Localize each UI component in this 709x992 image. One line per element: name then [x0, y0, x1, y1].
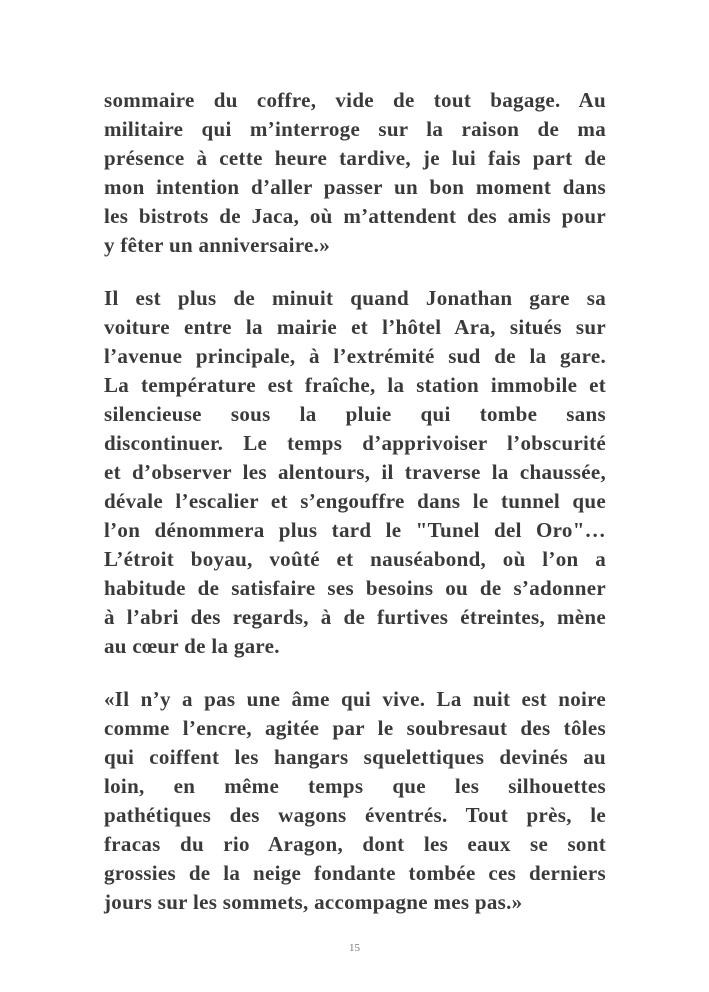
text-line: les bistrots de Jaca, où m’attendent des amis pour: [104, 204, 606, 228]
text-line: «Il n’y a pas une âme qui vive. La nuit est noire: [104, 687, 606, 711]
body-text: [104, 86, 606, 941]
text-line: loin, en même temps que les silhouettes: [104, 774, 606, 798]
text-line: y fêter un anniversaire.»: [104, 233, 331, 257]
text-line: jours sur les sommets, accompagne mes pas.»: [104, 890, 523, 914]
text-line: l’on dénommera plus tard le "Tunel del Oro"…: [104, 518, 606, 542]
text-line: discontinuer. Le temps d’apprivoiser l’obscurité: [104, 431, 606, 455]
text-line: militaire qui m’interroge sur la raison de ma: [104, 117, 606, 141]
text-line: au cœur de la gare.: [104, 634, 280, 658]
paragraph: [104, 86, 606, 260]
text-line: pathétiques des wagons éventrés. Tout près, le: [104, 803, 606, 827]
text-line: mon intention d’aller passer un bon moment dans: [104, 175, 606, 199]
text-line: grossies de la neige fondante tombée ces derniers: [104, 861, 606, 885]
paragraph: [104, 284, 606, 661]
text-line: comme l’encre, agitée par le soubresaut des tôles: [104, 716, 606, 740]
text-line: et d’observer les alentours, il traverse la chaussée,: [104, 460, 606, 484]
text-line: dévale l’escalier et s’engouffre dans le tunnel que: [104, 489, 606, 513]
paragraph: [104, 685, 606, 917]
text-line: fracas du rio Aragon, dont les eaux se sont: [104, 832, 606, 856]
text-line: silencieuse sous la pluie qui tombe sans: [104, 402, 606, 426]
text-line: sommaire du coffre, vide de tout bagage. Au: [104, 88, 606, 112]
text-line: l’avenue principale, à l’extrémité sud de la gare.: [104, 344, 606, 368]
text-line: L’étroit boyau, voûté et nauséabond, où l’on a: [104, 547, 606, 571]
text-line: Il est plus de minuit quand Jonathan gare sa: [104, 286, 606, 310]
text-line: qui coiffent les hangars squelettiques devinés au: [104, 745, 606, 769]
text-line: La température est fraîche, la station immobile et: [104, 373, 606, 397]
text-line: à l’abri des regards, à de furtives étreintes, mène: [104, 605, 606, 629]
text-line: voiture entre la mairie et l’hôtel Ara, situés sur: [104, 315, 606, 339]
text-line: habitude de satisfaire ses besoins ou de s’adonner: [104, 576, 606, 600]
page-number: 15: [349, 942, 360, 954]
text-line: présence à cette heure tardive, je lui fais part de: [104, 146, 606, 170]
